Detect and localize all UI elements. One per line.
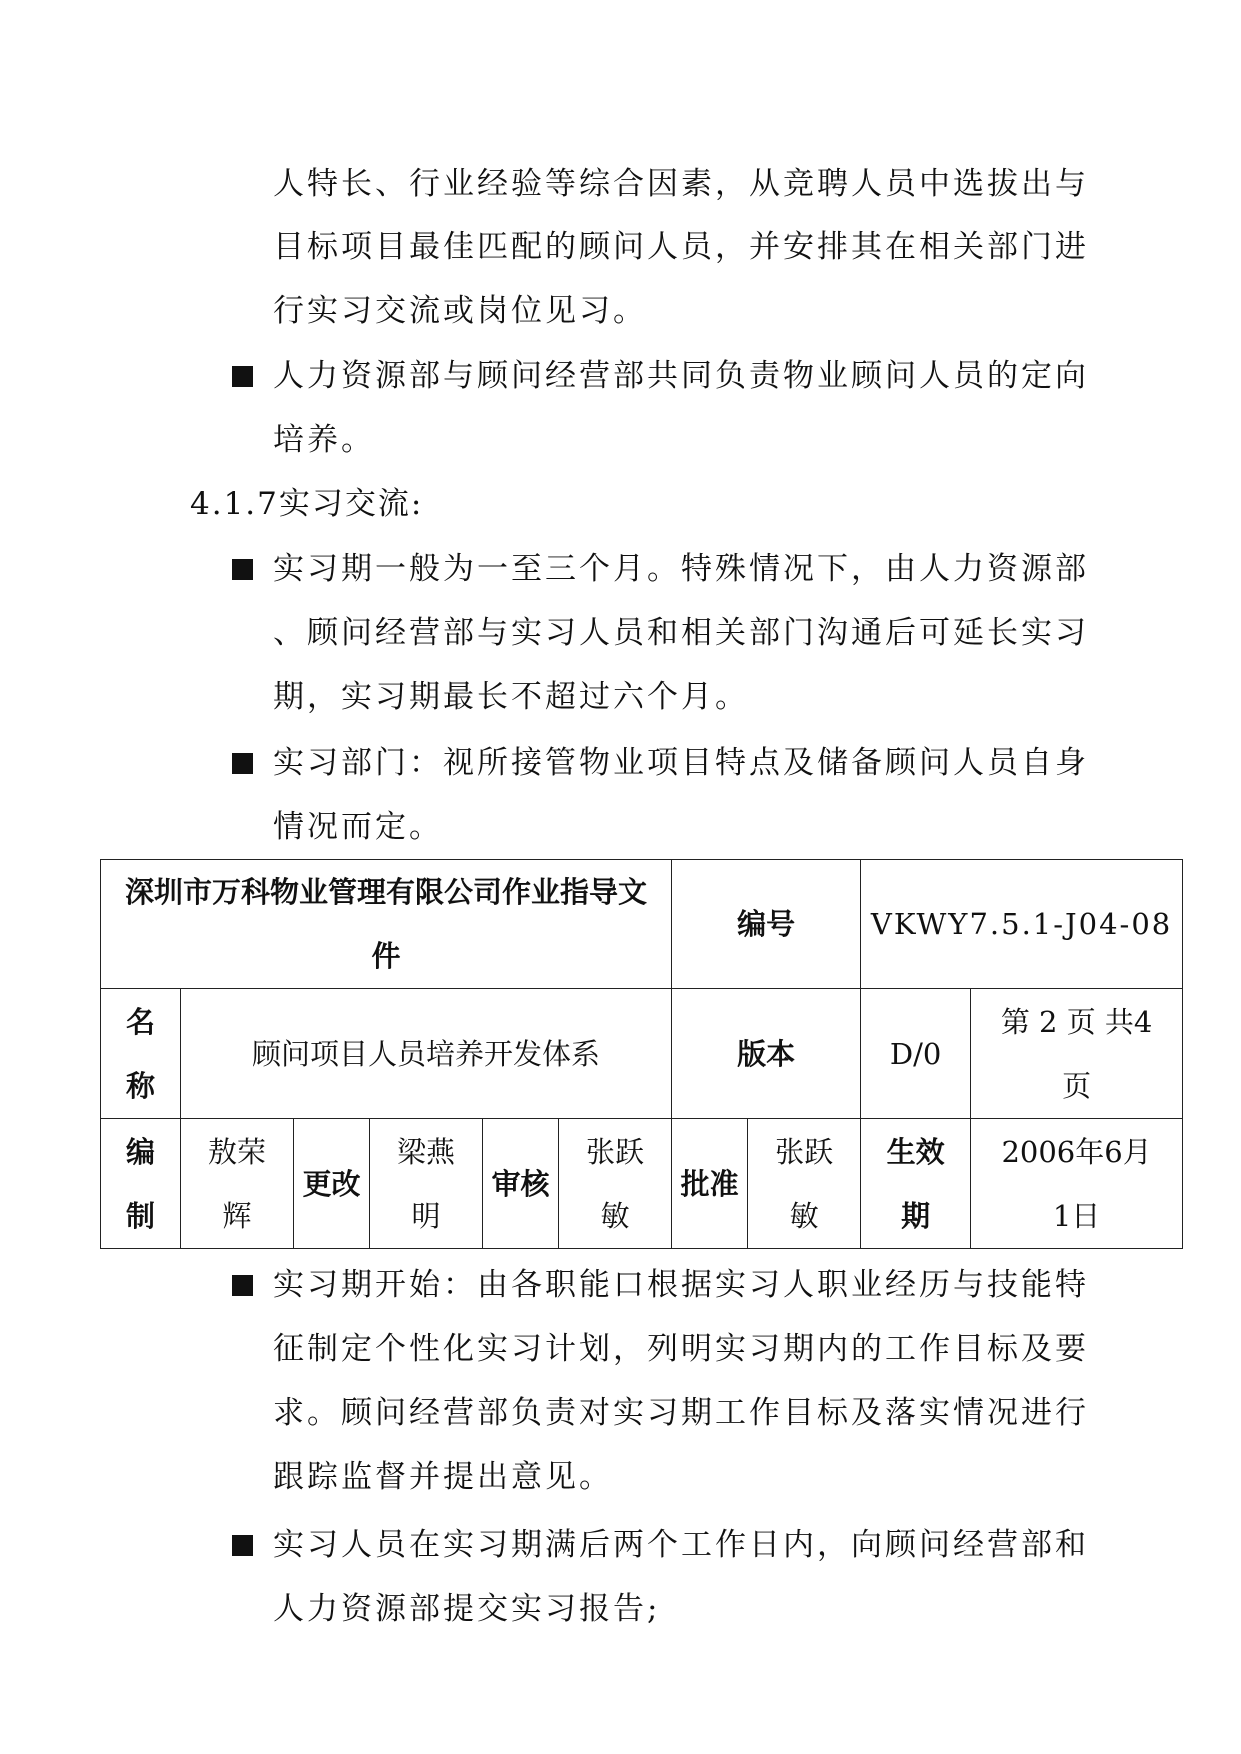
reviewed-by: 张跃敏 — [559, 1119, 672, 1249]
bullet-text-line: 人力资源部与顾问经营部共同负责物业顾问人员的定向 — [273, 358, 1089, 394]
bullet-text-line: 实习期开始：由各职能口根据实习人职业经历与技能特 — [273, 1267, 1089, 1303]
revised-label: 更改 — [294, 1119, 370, 1249]
approved-by: 张跃敏 — [748, 1119, 861, 1249]
reviewed-label: 审核 — [483, 1119, 559, 1249]
section-heading: 4.1.7实习交流: — [190, 486, 424, 522]
bullet-text-line: 求。顾问经营部负责对实习期工作目标及落实情况进行 — [273, 1395, 1089, 1431]
bullet-text-line: 人力资源部提交实习报告; — [273, 1591, 661, 1627]
revised-by: 梁燕明 — [370, 1119, 483, 1249]
document-control-table — [100, 859, 1183, 1249]
paragraph-line: 行实习交流或岗位见习。 — [273, 293, 647, 329]
square-bullet-icon — [232, 1535, 253, 1556]
bullet-text-line: 实习期一般为一至三个月。特殊情况下，由人力资源部 — [273, 551, 1089, 587]
bullet-text-line: 期，实习期最长不超过六个月。 — [273, 679, 749, 715]
name-label: 名称 — [101, 989, 181, 1119]
document-code: VKWY7.5.1-J04-08 — [861, 860, 1183, 989]
document-name: 顾问项目人员培养开发体系 — [181, 989, 672, 1119]
prepared-label: 编制 — [101, 1119, 181, 1249]
effective-date: 2006年6月1日 — [971, 1119, 1183, 1249]
square-bullet-icon — [232, 559, 253, 580]
bullet-text-line: 情况而定。 — [273, 809, 443, 845]
page-info: 第 2 页 共4页 — [971, 989, 1183, 1119]
bullet-text-line: 、顾问经营部与实习人员和相关部门沟通后可延长实习 — [273, 615, 1089, 651]
bullet-text-line: 培养。 — [273, 422, 375, 458]
square-bullet-icon — [232, 366, 253, 387]
prepared-by: 敖荣辉 — [181, 1119, 294, 1249]
paragraph-line: 目标项目最佳匹配的顾问人员，并安排其在相关部门进 — [273, 229, 1089, 265]
code-label: 编号 — [672, 860, 861, 989]
company-title: 深圳市万科物业管理有限公司作业指导文件 — [101, 860, 672, 989]
square-bullet-icon — [232, 753, 253, 774]
bullet-text-line: 征制定个性化实习计划，列明实习期内的工作目标及要 — [273, 1331, 1089, 1367]
bullet-text-line: 跟踪监督并提出意见。 — [273, 1459, 613, 1495]
paragraph-line: 人特长、行业经验等综合因素，从竞聘人员中选拔出与 — [273, 166, 1089, 202]
square-bullet-icon — [232, 1275, 253, 1296]
version-label: 版本 — [672, 989, 861, 1119]
approved-label: 批准 — [672, 1119, 748, 1249]
effective-label: 生效期 — [861, 1119, 971, 1249]
version-value: D/0 — [861, 989, 971, 1119]
bullet-text-line: 实习部门：视所接管物业项目特点及储备顾问人员自身 — [273, 745, 1089, 781]
bullet-text-line: 实习人员在实习期满后两个工作日内，向顾问经营部和 — [273, 1527, 1089, 1563]
